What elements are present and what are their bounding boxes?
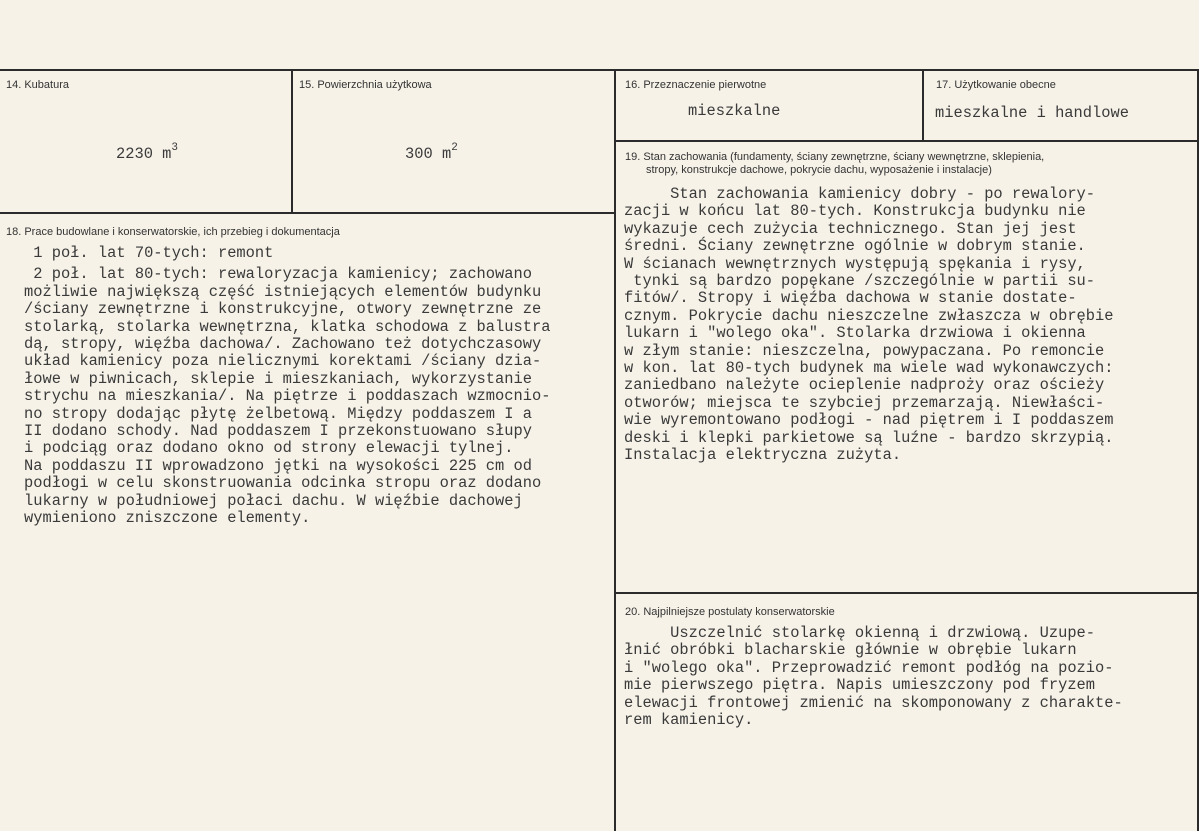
field-18-line: II dodano schody. Nad poddaszem I przekonstuowano słupy [24, 422, 532, 441]
field-19-line: w złym stanie: nieszczelna, powypaczana. Po remoncie [624, 341, 1105, 360]
field-20-line: elewacji frontowej zmienić na skomponowany z charakte- [624, 693, 1123, 712]
field-19-line: lukarn i "wolego oka". Stolarka drzwiowa i okienna [624, 324, 1086, 343]
field-18-line: układ kamienicy poza nielicznymi korektami /ściany dzia- [24, 352, 542, 371]
field-18-label: 18. Prace budowlane i konserwatorskie, ich przebieg i dokumentacja [6, 226, 340, 238]
top-rule [0, 69, 1199, 71]
field-14-label: 14. Kubatura [6, 79, 69, 91]
field-19-label-line: stropy, konstrukcje dachowe, pokrycie dachu, wyposażenie i instalacje) [646, 164, 992, 176]
field-20-line: Uszczelnić stolarkę okienną i drzwiową. Uzupe- [624, 624, 1096, 642]
field-19-line: zaniedbano należyte ocieplenie nadproży oraz ościeży [624, 376, 1105, 395]
field-19-line: fitów/. Stropy i więźba dachowa w stanie dostate- [624, 289, 1077, 308]
field-20-label: 20. Najpilniejsze postulaty konserwatorskie [625, 606, 835, 618]
powierzchnia-exponent: 2 [451, 142, 458, 154]
field-18-line: możliwie największą część istniejących elementów budynku [24, 282, 542, 301]
field-17-label: 17. Użytkowanie obecne [936, 79, 1056, 91]
field-18-line: Na poddaszu II wprowadzono jętki na wysokości 225 cm od [24, 456, 532, 475]
field-19-line: W ścianach wewnętrznych występują spękania i rysy, [624, 254, 1086, 273]
field-18-line: lukarny w południowej połaci dachu. W więźbie dachowej [24, 491, 523, 510]
rule-above-20 [614, 592, 1199, 594]
field-18-line: 1 poł. lat 70-tych: remont [24, 244, 274, 262]
field-17-value: mieszkalne i handlowe [935, 104, 1129, 122]
field-18-line: podłogi w celu skonstruowania odcinka stropu oraz dodano [24, 474, 542, 493]
field-19-line: w kon. lat 80-tych budynek ma wiele wad wykonawczych: [624, 359, 1114, 378]
field-18-line: stolarką, stolarka wewnętrzna, klatka schodowa z balustra [24, 317, 551, 336]
field-14-value [116, 142, 179, 163]
field-18-line: i podciąg oraz dodano okno od strony elewacji tylnej. [24, 439, 514, 458]
field-16-label: 16. Przeznaczenie pierwotne [625, 79, 767, 91]
field-15-label: 15. Powierzchnia użytkowa [299, 79, 432, 91]
field-18-line: wymieniono zniszczone elementy. [24, 509, 311, 528]
field-18-line: łowe w piwnicach, sklepie i mieszkaniach, wykorzystanie [24, 369, 532, 388]
field-19-text [624, 186, 1114, 465]
rule-below-16-17 [614, 140, 1199, 142]
field-16-value: mieszkalne [688, 102, 781, 120]
field-19-line: otworów; miejsca te szybciej przemarzają. Niewłaści- [624, 393, 1105, 412]
field-19-line: deski i klepki parkietowe są luźne - bardzo skrzypią. [624, 428, 1114, 447]
field-20-line: łnić obróbki blacharskie głównie w obrębie lukarn [624, 641, 1077, 660]
field-19-line: wie wyremontowano podłogi - nad piętrem i I poddaszem [624, 411, 1114, 430]
field-20-line: mie pierwszego piętra. Napis umieszczony pod fryzem [624, 676, 1096, 695]
field-18-text [24, 245, 550, 528]
divider-16-17 [922, 69, 924, 141]
field-18-line: /ściany zewnętrzne i konstrukcyjne, otwory zewnętrzne ze [24, 300, 542, 319]
field-19-line: Instalacja elektryczna zużyta. [624, 446, 902, 465]
field-18-line: no stropy dodając płytę żelbetową. Między poddaszem I a [24, 404, 532, 423]
field-20-line: i "wolego oka". Przeprowadzić remont podłóg na pozio- [624, 658, 1114, 677]
field-19-line: cznym. Pokrycie dachu nieszczelne zwłaszcza w obrębie [624, 306, 1114, 325]
field-18-line: 2 poł. lat 80-tych: rewaloryzacja kamienicy; zachowano [24, 265, 532, 284]
field-19-line: Stan zachowania kamienicy dobry - po rewalory- [624, 185, 1096, 203]
kubatura-value: 2230 m [116, 145, 172, 163]
divider-left-right [614, 69, 616, 831]
rule-below-14-15 [0, 212, 616, 214]
field-20-line: rem kamienicy. [624, 711, 754, 730]
field-18-line: dą, stropy, więźba dachowa/. Zachowano też dotychczasowy [24, 335, 542, 354]
field-18-line: strychu na mieszkania/. Na piętrze i poddaszach wzmocnio- [24, 387, 551, 406]
field-20-text [624, 625, 1123, 729]
field-19-line: wykazuje cech zużycia technicznego. Stan jej jest [624, 219, 1077, 238]
powierzchnia-value: 300 m [405, 145, 452, 163]
field-19-line: średni. Ściany zewnętrzne ogólnie w dobrym stanie. [624, 237, 1086, 256]
field-19-label [625, 151, 1044, 177]
field-19-line: tynki są bardzo popękane /szczególnie w partii su- [624, 272, 1096, 291]
field-19-label-line: 19. Stan zachowania (fundamenty, ściany zewnętrzne, ściany wewnętrzne, sklepienia, [625, 151, 1045, 163]
kubatura-exponent: 3 [171, 142, 179, 154]
field-15-value [405, 142, 458, 163]
divider-14-15 [291, 69, 293, 213]
field-19-line: zacji w końcu lat 80-tych. Konstrukcja budynku nie [624, 202, 1086, 221]
